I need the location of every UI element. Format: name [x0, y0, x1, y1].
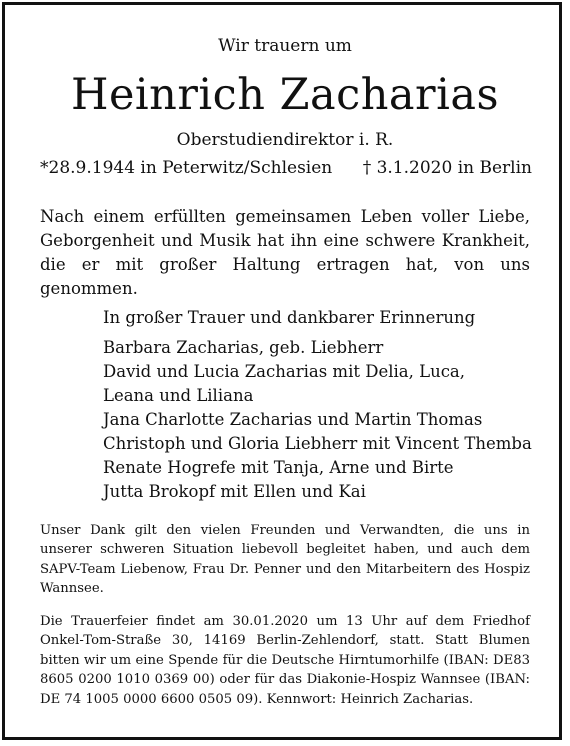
intro-text: Wir trauern um	[218, 36, 352, 56]
birth-date: *28.9.1944 in Peterwitz/Schlesien	[40, 158, 333, 178]
family-member-line: David und Lucia Zacharias mit Delia, Luca,	[103, 362, 466, 381]
family-member-line: Jana Charlotte Zacharias und Martin Thomas	[103, 410, 483, 429]
family-member-line: Leana und Liliana	[103, 386, 254, 405]
obituary-paragraph: Nach einem erfüllten gemeinsamen Leben voller Liebe, Geborgenheit und Musik hat ihn eine schwere Krankheit, die er mit großer Haltung ertragen hat, von uns genommen.	[40, 207, 530, 298]
family-member-line: Renate Hogrefe mit Tanja, Arne und Birte	[103, 458, 454, 477]
family-member-line: Christoph und Gloria Liebherr mit Vincent Themba	[103, 434, 532, 453]
deceased-name: Heinrich Zacharias	[70, 70, 500, 120]
family-member-line: Jutta Brokopf mit Ellen und Kai	[103, 482, 366, 501]
family-member-line: Barbara Zacharias, geb. Liebherr	[103, 338, 384, 357]
deceased-title: Oberstudiendirektor i. R.	[176, 130, 394, 150]
ceremony-paragraph: Die Trauerfeier findet am 30.01.2020 um 13 Uhr auf dem Friedhof Onkel-Tom-Straße 30, 14169 Berlin-Zehlendorf, statt. Statt Blumen bitten wir um eine Spende für die Deutsche Hirntumorhilfe (IBAN: DE83 8605 0200 1010 0369 00) oder für das Diakonie-Hospiz Wannsee (IBAN: DE 74 1005 0000 6600 0505 09). Kennwort: Heinrich Zacharias.	[40, 614, 530, 707]
family-members	[103, 336, 543, 504]
thanks-paragraph: Unser Dank gilt den vielen Freunden und Verwandten, die uns in unserer schweren Situation liebevoll begleitet haben, und auch dem SAPV-Team Liebenow, Frau Dr. Penner und den Mitarbeitern des Hospiz Wannsee.	[40, 523, 530, 597]
death-date: † 3.1.2020 in Berlin	[362, 158, 532, 178]
mourning-line: In großer Trauer und dankbarer Erinnerung	[103, 308, 476, 327]
